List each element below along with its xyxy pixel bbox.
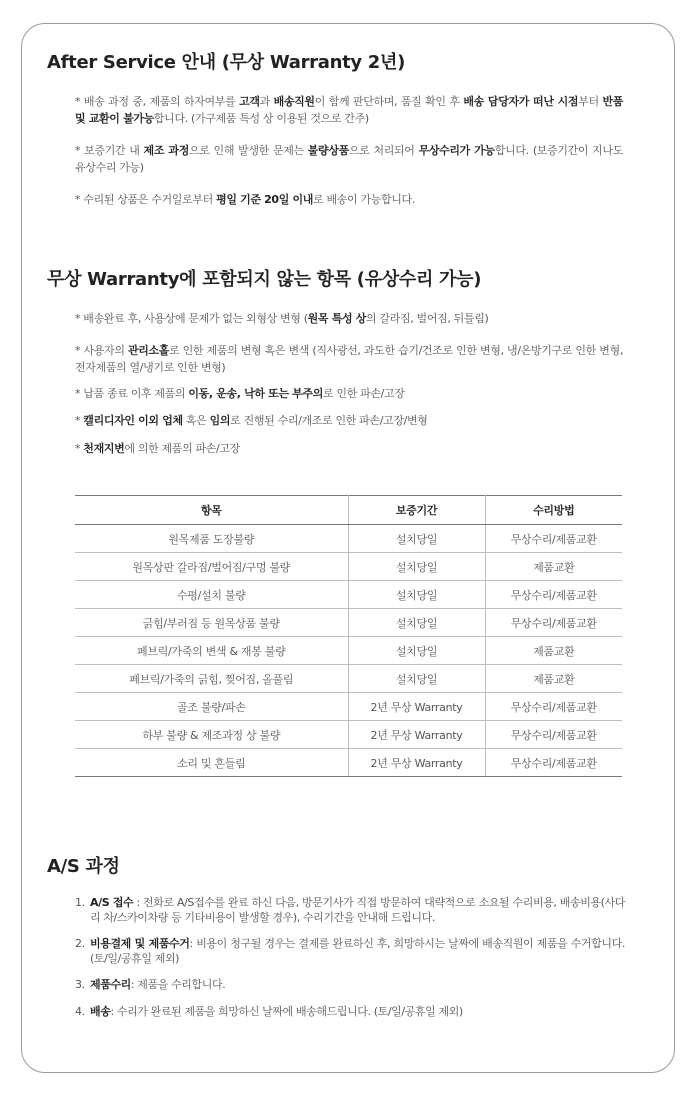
exclusion-item-natural-disaster: * 천재지변에 의한 제품의 파손/고장 — [75, 442, 240, 455]
cell-method: 무상수리/제품교환 — [485, 525, 622, 553]
cell-item: 원목제품 도장불량 — [75, 525, 348, 553]
cell-period: 설치당일 — [348, 553, 485, 581]
cell-method: 제품교환 — [485, 553, 622, 581]
exclusion-item-transport-damage: * 납품 종료 이후 제품의 이동, 운송, 낙하 또는 부주의로 인한 파손/고장 — [75, 387, 405, 400]
header-warranty-period: 보증기간 — [348, 496, 485, 525]
cell-item: 수평/설치 불량 — [75, 581, 348, 609]
cell-method: 무상수리/제품교환 — [485, 721, 622, 749]
cell-item: 페브릭/가죽의 변색 & 재봉 불량 — [75, 637, 348, 665]
cell-method: 무상수리/제품교환 — [485, 609, 622, 637]
exclusion-item-user-neglect: * 사용자의 관리소홀로 인한 제품의 변형 혹은 변색 (직사광선, 과도한 습기/건조로 인한 변형, 냉/온방기구로 인한 변형, 전자제품의 열/냉기로 인한 변형) — [75, 344, 623, 374]
cell-method: 제품교환 — [485, 665, 622, 693]
section-title-exclusions: 무상 Warranty에 포함되지 않는 항목 (유상수리 가능) — [47, 269, 482, 290]
cell-item: 긁힘/부러짐 등 원목상품 불량 — [75, 609, 348, 637]
section-title-after-service: After Service 안내 (무상 Warranty 2년) — [47, 52, 406, 73]
section-title-as-process: A/S 과정 — [47, 856, 120, 877]
cell-period: 설치당일 — [348, 665, 485, 693]
cell-period: 설치당일 — [348, 637, 485, 665]
paragraph-warranty-repair: * 보증기간 내 제조 과정으로 인해 발생한 문제는 불량상품으로 처리되어 무상수리가 가능합니다. (보증기간이 지나도 유상수리 가능) — [75, 144, 623, 174]
table-row — [75, 553, 622, 581]
header-item: 항목 — [75, 496, 348, 525]
table-row — [75, 609, 622, 637]
table-row — [75, 721, 622, 749]
table-row — [75, 693, 622, 721]
as-step-payment-pickup: 2. 비용결제 및 제품수거: 비용이 청구될 경우는 결제를 완료하신 후, 희망하시는 날짜에 배송직원이 제품을 수거합니다. (토/일/공휴일 제외) — [75, 937, 625, 965]
exclusion-item-third-party-repair: * 캘리디자인 이외 업체 혹은 임의로 진행된 수리/개조로 인한 파손/고장/변형 — [75, 414, 428, 427]
exclusion-item-wood-deformation: * 배송완료 후, 사용상에 문제가 없는 외형상 변형 (원목 특성 상의 갈라짐, 벌어짐, 뒤틀림) — [75, 312, 489, 325]
cell-item: 원목상판 갈라짐/벌어짐/구멍 불량 — [75, 553, 348, 581]
as-step-delivery: 4. 배송: 수리가 완료된 제품을 희망하신 날짜에 배송해드립니다. (토/일/공휴일 제외) — [75, 1005, 463, 1018]
cell-item: 페브릭/가죽의 긁힘, 찢어짐, 올풀림 — [75, 665, 348, 693]
table-row — [75, 637, 622, 665]
cell-item: 골조 불량/파손 — [75, 693, 348, 721]
cell-method: 무상수리/제품교환 — [485, 581, 622, 609]
warranty-table — [75, 495, 622, 777]
table-row — [75, 665, 622, 693]
cell-period: 2년 무상 Warranty — [348, 693, 485, 721]
as-step-repair: 3. 제품수리: 제품을 수리합니다. — [75, 978, 226, 991]
table-row — [75, 581, 622, 609]
paragraph-return-policy: * 배송 과정 중, 제품의 하자여부를 고객과 배송직원이 함께 판단하며, 품질 확인 후 배송 담당자가 떠난 시점부터 반품 및 교환이 불가능합니다. (가구제품 특성 상 이용된 것으로 간주) — [75, 95, 623, 125]
cell-item: 소리 및 흔들림 — [75, 749, 348, 777]
paragraph-repair-delivery: * 수리된 상품은 수거일로부터 평일 기준 20일 이내로 배송이 가능합니다. — [75, 193, 415, 206]
as-step-reception: 1. A/S 접수 : 전화로 A/S접수를 완료 하신 다음, 방문기사가 직접 방문하여 대략적으로 소요될 수리비용, 배송비용(사다리 차/스카이차량 등 기타비용이 발생할 경우), 수리기간을 안내해 드립니다. — [75, 896, 625, 924]
cell-item: 하부 불량 & 제조과정 상 불량 — [75, 721, 348, 749]
cell-method: 제품교환 — [485, 637, 622, 665]
header-repair-method: 수리방법 — [485, 496, 622, 525]
table-row — [75, 749, 622, 777]
cell-period: 2년 무상 Warranty — [348, 721, 485, 749]
cell-method: 무상수리/제품교환 — [485, 749, 622, 777]
cell-period: 설치당일 — [348, 581, 485, 609]
table-row — [75, 525, 622, 553]
cell-period: 설치당일 — [348, 609, 485, 637]
cell-method: 무상수리/제품교환 — [485, 693, 622, 721]
cell-period: 2년 무상 Warranty — [348, 749, 485, 777]
cell-period: 설치당일 — [348, 525, 485, 553]
table-header-row — [75, 496, 622, 525]
